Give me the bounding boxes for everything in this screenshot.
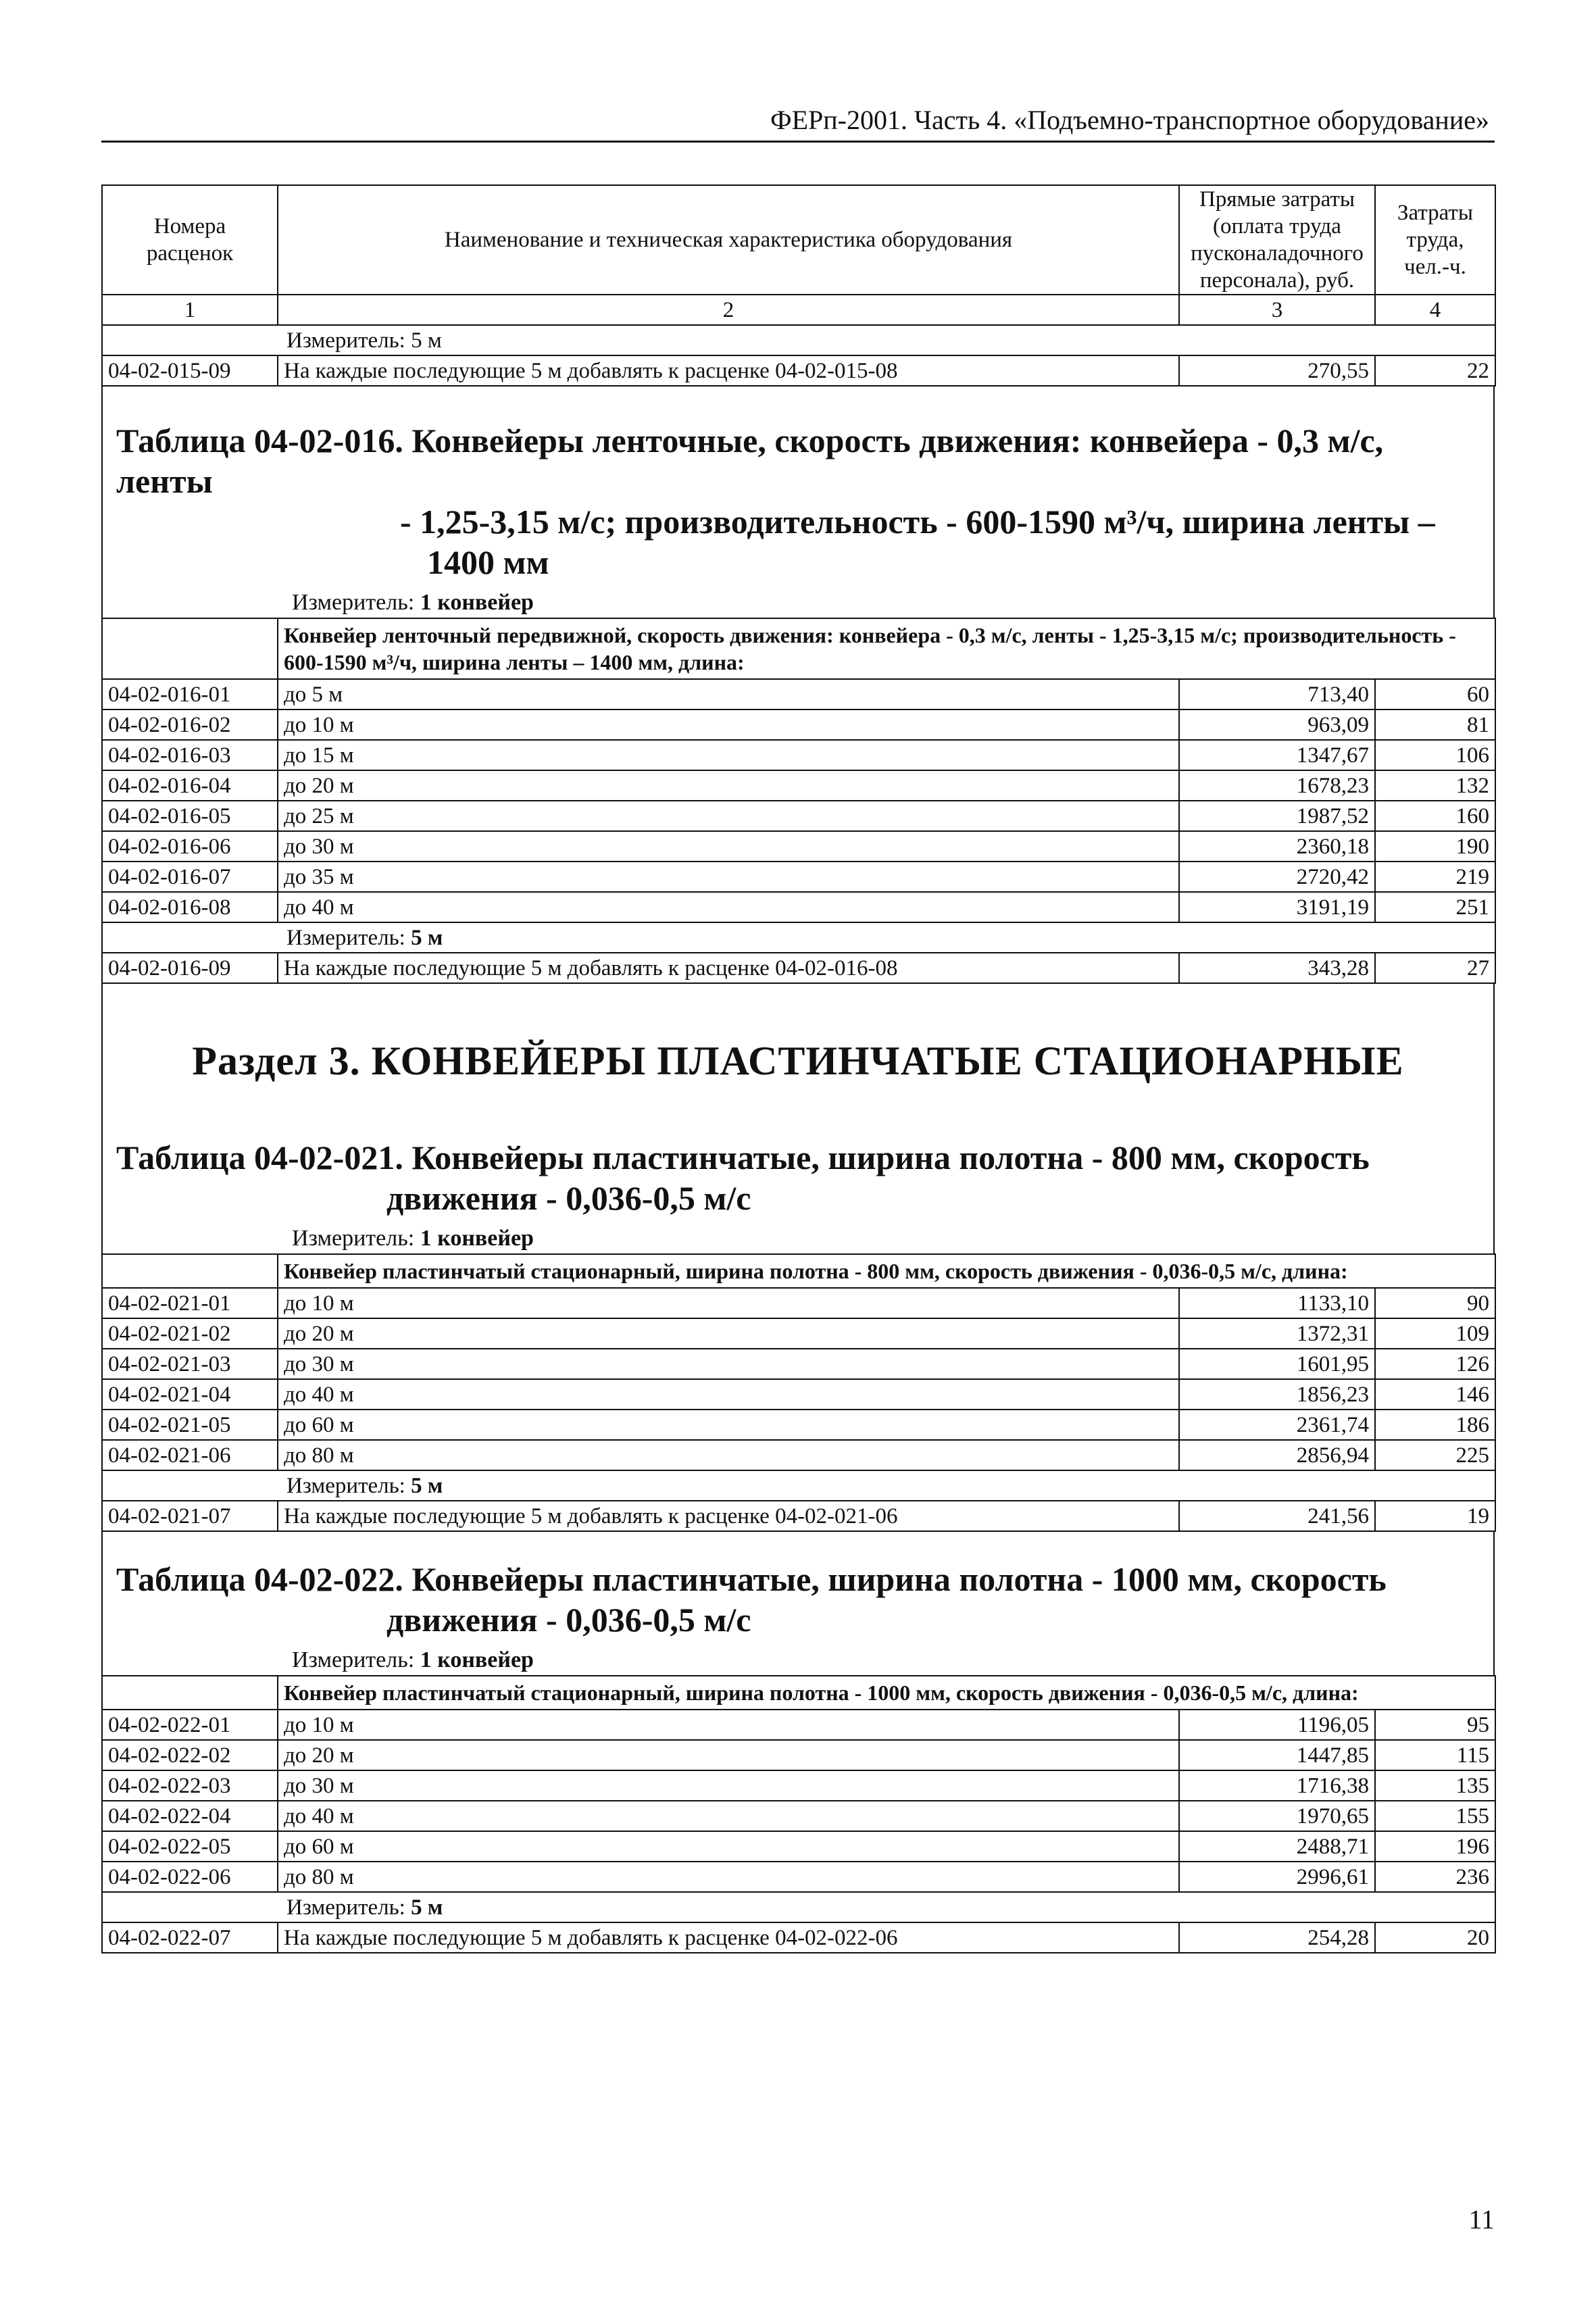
rate-labor: 186 xyxy=(1375,1410,1495,1440)
rate-cost: 2488,71 xyxy=(1179,1831,1375,1862)
table-row xyxy=(102,740,1495,770)
rate-labor: 106 xyxy=(1375,740,1495,770)
column-header-cost: Прямые затраты (оплата труда пусконаладочного персонала), руб. xyxy=(1179,185,1375,295)
rate-code: 04-02-021-03 xyxy=(102,1349,278,1379)
rate-labor: 196 xyxy=(1375,1831,1495,1862)
section-3-block xyxy=(101,984,1495,1253)
table-021-meter: Измеритель: 1 конвейер xyxy=(292,1226,534,1251)
table-022-block xyxy=(101,1532,1495,1675)
table-row xyxy=(102,1440,1495,1470)
meter-label: Измеритель: 5 м xyxy=(102,325,1495,355)
table-row xyxy=(102,801,1495,831)
rate-code: 04-02-016-05 xyxy=(102,801,278,831)
rate-name: На каждые последующие 5 м добавлять к расценке 04-02-021-06 xyxy=(278,1501,1179,1531)
table-row xyxy=(102,1288,1495,1318)
rate-labor: 135 xyxy=(1375,1770,1495,1801)
table-016 xyxy=(101,618,1496,984)
rate-name: до 10 м xyxy=(278,1710,1179,1740)
rate-cost: 1970,65 xyxy=(1179,1801,1375,1831)
rate-labor: 251 xyxy=(1375,892,1495,922)
rate-code: 04-02-016-04 xyxy=(102,770,278,801)
rate-labor: 27 xyxy=(1375,953,1495,983)
rate-code: 04-02-016-07 xyxy=(102,862,278,892)
rate-name: На каждые последующие 5 м добавлять к расценке 04-02-016-08 xyxy=(278,953,1179,983)
rate-code: 04-02-016-08 xyxy=(102,892,278,922)
rate-labor: 146 xyxy=(1375,1379,1495,1410)
table-row xyxy=(102,1770,1495,1801)
column-header-table xyxy=(101,184,1496,387)
table-row xyxy=(102,1349,1495,1379)
rate-cost: 254,28 xyxy=(1179,1922,1375,1953)
column-index: 4 xyxy=(1375,295,1495,325)
rate-code: 04-02-021-04 xyxy=(102,1379,278,1410)
rate-name: до 60 м xyxy=(278,1410,1179,1440)
section-title: Раздел 3. КОНВЕЙЕРЫ ПЛАСТИНЧАТЫЕ СТАЦИОНАРНЫЕ xyxy=(192,1039,1404,1083)
table-016-block xyxy=(101,387,1495,618)
rate-name: до 30 м xyxy=(278,1770,1179,1801)
rate-cost: 2720,42 xyxy=(1179,862,1375,892)
meter-label: Измеритель: 5 м xyxy=(102,922,1495,953)
table-row xyxy=(102,770,1495,801)
rate-code: 04-02-021-07 xyxy=(102,1501,278,1531)
rate-cost: 1987,52 xyxy=(1179,801,1375,831)
rate-code: 04-02-021-06 xyxy=(102,1440,278,1470)
table-row xyxy=(102,710,1495,740)
rate-name: до 20 м xyxy=(278,770,1179,801)
table-row xyxy=(102,1740,1495,1770)
rate-code: 04-02-022-03 xyxy=(102,1770,278,1801)
column-index: 3 xyxy=(1179,295,1375,325)
rate-name: до 60 м xyxy=(278,1831,1179,1862)
rate-labor: 126 xyxy=(1375,1349,1495,1379)
rate-cost: 1372,31 xyxy=(1179,1318,1375,1349)
rate-cost: 713,40 xyxy=(1179,679,1375,710)
table-016-description: Конвейер ленточный передвижной, скорость движения: конвейера - 0,3 м/с, ленты - 1,25-3,15 м/с; производительность - 600-1590 м³/ч, ширина ленты – 1400 мм, длина: xyxy=(278,618,1495,679)
rate-code: 04-02-016-01 xyxy=(102,679,278,710)
column-header-code: Номера расценок xyxy=(102,185,278,295)
table-022-meter: Измеритель: 1 конвейер xyxy=(292,1647,534,1672)
rate-cost: 1347,67 xyxy=(1179,740,1375,770)
rate-code: 04-02-022-07 xyxy=(102,1922,278,1953)
rate-name: до 20 м xyxy=(278,1318,1179,1349)
table-row xyxy=(102,1831,1495,1862)
rate-labor: 132 xyxy=(1375,770,1495,801)
rate-code: 04-02-022-05 xyxy=(102,1831,278,1862)
meter-label: Измеритель: 5 м xyxy=(102,1470,1495,1501)
table-row xyxy=(102,862,1495,892)
rate-cost: 2361,74 xyxy=(1179,1410,1375,1440)
rate-labor: 60 xyxy=(1375,679,1495,710)
rate-labor: 219 xyxy=(1375,862,1495,892)
rate-cost: 1133,10 xyxy=(1179,1288,1375,1318)
rate-name: до 80 м xyxy=(278,1440,1179,1470)
table-022 xyxy=(101,1675,1496,1953)
rate-cost: 1196,05 xyxy=(1179,1710,1375,1740)
rate-name: до 20 м xyxy=(278,1740,1179,1770)
rate-labor: 190 xyxy=(1375,831,1495,862)
rate-code: 04-02-016-02 xyxy=(102,710,278,740)
rate-labor: 236 xyxy=(1375,1862,1495,1892)
running-header: ФЕРп-2001. Часть 4. «Подъемно-транспортное оборудование» xyxy=(770,105,1489,135)
rate-name: На каждые последующие 5 м добавлять к расценке 04-02-022-06 xyxy=(278,1922,1179,1953)
rate-labor: 225 xyxy=(1375,1440,1495,1470)
rate-name: до 40 м xyxy=(278,1801,1179,1831)
table-row xyxy=(102,1501,1495,1531)
table-row xyxy=(102,1801,1495,1831)
rate-cost: 1678,23 xyxy=(1179,770,1375,801)
rate-name: до 30 м xyxy=(278,1349,1179,1379)
table-021-title: Таблица 04-02-021. Конвейеры пластинчатые, ширина полотна - 800 мм, скорость движения - 0,036-0,5 м/с xyxy=(116,1139,1370,1217)
rate-name: до 5 м xyxy=(278,679,1179,710)
table-021 xyxy=(101,1253,1496,1532)
rate-cost: 963,09 xyxy=(1179,710,1375,740)
rate-cost: 1716,38 xyxy=(1179,1770,1375,1801)
column-header-name: Наименование и техническая характеристика оборудования xyxy=(278,185,1179,295)
rate-code: 04-02-022-01 xyxy=(102,1710,278,1740)
rate-code: 04-02-021-02 xyxy=(102,1318,278,1349)
rate-cost: 343,28 xyxy=(1179,953,1375,983)
rate-code: 04-02-022-02 xyxy=(102,1740,278,1770)
rate-labor: 95 xyxy=(1375,1710,1495,1740)
table-row xyxy=(102,1922,1495,1953)
rate-labor: 115 xyxy=(1375,1740,1495,1770)
rate-code: 04-02-016-03 xyxy=(102,740,278,770)
rate-labor: 160 xyxy=(1375,801,1495,831)
table-022-description: Конвейер пластинчатый стационарный, ширина полотна - 1000 мм, скорость движения - 0,036-0,5 м/с, длина: xyxy=(278,1676,1495,1710)
rate-name: до 10 м xyxy=(278,1288,1179,1318)
rate-labor: 90 xyxy=(1375,1288,1495,1318)
rate-cost: 2360,18 xyxy=(1179,831,1375,862)
rate-name: до 10 м xyxy=(278,710,1179,740)
rate-name: На каждые последующие 5 м добавлять к расценке 04-02-015-08 xyxy=(278,355,1179,386)
rate-name: до 80 м xyxy=(278,1862,1179,1892)
rate-name: до 25 м xyxy=(278,801,1179,831)
rate-labor: 22 xyxy=(1375,355,1495,386)
table-016-meter: Измеритель: 1 конвейер xyxy=(292,590,534,615)
rate-cost: 2856,94 xyxy=(1179,1440,1375,1470)
table-row xyxy=(102,1318,1495,1349)
table-016-title: Таблица 04-02-016. Конвейеры ленточные, скорость движения: конвейера - 0,3 м/с, ленты - 1,25-3,15 м/с; производительность - 600-1590 м³/ч, ширина ленты – 1400 мм xyxy=(116,422,1435,581)
rate-code: 04-02-022-06 xyxy=(102,1862,278,1892)
rate-code: 04-02-021-01 xyxy=(102,1288,278,1318)
rate-name: до 15 м xyxy=(278,740,1179,770)
table-row xyxy=(102,679,1495,710)
rate-cost: 2996,61 xyxy=(1179,1862,1375,1892)
rate-cost: 1601,95 xyxy=(1179,1349,1375,1379)
table-row xyxy=(102,1862,1495,1892)
empty-cell xyxy=(102,1676,278,1710)
rate-code: 04-02-016-06 xyxy=(102,831,278,862)
rate-labor: 155 xyxy=(1375,1801,1495,1831)
table-022-title: Таблица 04-02-022. Конвейеры пластинчатые, ширина полотна - 1000 мм, скорость движения - 0,036-0,5 м/с xyxy=(116,1560,1387,1639)
table-row xyxy=(102,831,1495,862)
header-rule xyxy=(101,141,1495,143)
rate-labor: 109 xyxy=(1375,1318,1495,1349)
rate-cost: 1447,85 xyxy=(1179,1740,1375,1770)
rate-code: 04-02-022-04 xyxy=(102,1801,278,1831)
rate-name: до 35 м xyxy=(278,862,1179,892)
rate-cost: 1856,23 xyxy=(1179,1379,1375,1410)
table-row xyxy=(102,1379,1495,1410)
page-number: 11 xyxy=(1468,2204,1495,2235)
rate-labor: 20 xyxy=(1375,1922,1495,1953)
table-row xyxy=(102,953,1495,983)
column-index: 2 xyxy=(278,295,1179,325)
rate-cost: 270,55 xyxy=(1179,355,1375,386)
rate-labor: 19 xyxy=(1375,1501,1495,1531)
table-row xyxy=(102,1410,1495,1440)
rate-code: 04-02-016-09 xyxy=(102,953,278,983)
rate-name: до 40 м xyxy=(278,892,1179,922)
empty-cell xyxy=(102,1254,278,1288)
rate-code: 04-02-021-05 xyxy=(102,1410,278,1440)
rate-name: до 40 м xyxy=(278,1379,1179,1410)
table-021-description: Конвейер пластинчатый стационарный, ширина полотна - 800 мм, скорость движения - 0,036-0,5 м/с, длина: xyxy=(278,1254,1495,1288)
empty-cell xyxy=(102,618,278,679)
rate-labor: 81 xyxy=(1375,710,1495,740)
table-row xyxy=(102,1710,1495,1740)
column-header-labor: Затраты труда, чел.-ч. xyxy=(1375,185,1495,295)
document-page xyxy=(101,101,1495,1953)
rate-code: 04-02-015-09 xyxy=(102,355,278,386)
rate-cost: 3191,19 xyxy=(1179,892,1375,922)
rate-name: до 30 м xyxy=(278,831,1179,862)
rate-cost: 241,56 xyxy=(1179,1501,1375,1531)
meter-label: Измеритель: 5 м xyxy=(102,1892,1495,1922)
column-index: 1 xyxy=(102,295,278,325)
table-row xyxy=(102,892,1495,922)
